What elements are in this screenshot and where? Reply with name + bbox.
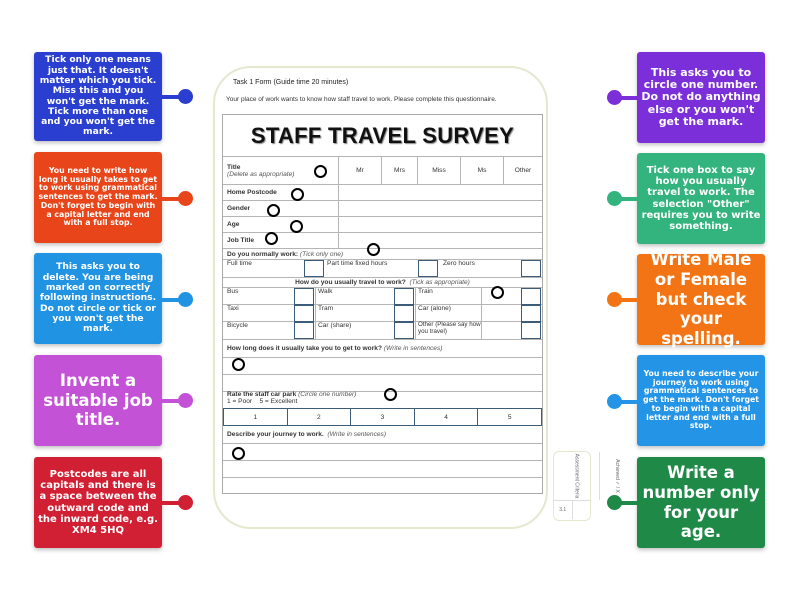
hotspot-postcode[interactable]	[291, 188, 304, 201]
journey-question-row	[223, 426, 542, 443]
rate-options	[223, 408, 542, 426]
note-job-title: Invent a suitable job title.	[34, 355, 162, 446]
journey-answer-line[interactable]	[223, 443, 542, 460]
taxi-checkbox[interactable]	[294, 305, 314, 322]
time-question-label: How long does it usually take you to get to work?	[227, 345, 382, 352]
title-label: Title	[227, 163, 241, 171]
title-row	[223, 156, 542, 184]
connector	[158, 501, 180, 505]
travel-question-hint: (Tick as appropriate)	[409, 279, 470, 286]
travel-option: Walk	[315, 288, 393, 304]
walk-checkbox[interactable]	[394, 288, 414, 305]
postcode-input[interactable]	[338, 185, 542, 200]
note-tick-only-one: Tick only one means just that. It doesn't matter which you tick. Miss this and you won't get the mark. Tick more than one and you won't get the mark.	[34, 52, 162, 141]
hotspot-travel[interactable]	[491, 286, 504, 299]
postcode-row	[223, 184, 542, 200]
time-question-hint: (Write in sentences)	[383, 345, 443, 352]
jobtitle-label: Job Title	[227, 237, 254, 244]
note-circle-number: This asks you to circle one number. Do not do anything else or you won't get the mark.	[637, 52, 765, 143]
rate-question-hint: (Circle one number)	[298, 391, 357, 398]
hotspot-jobtitle[interactable]	[265, 232, 278, 245]
work-option-zero: Zero hours	[443, 260, 475, 267]
parttime-checkbox[interactable]	[418, 260, 438, 277]
fulltime-checkbox[interactable]	[304, 260, 324, 277]
connector-dot	[607, 394, 622, 409]
age-input[interactable]	[338, 217, 542, 232]
work-question-hint: (Tick only one)	[299, 250, 344, 258]
gender-input[interactable]	[338, 201, 542, 216]
age-row	[223, 216, 542, 232]
hotspot-title[interactable]	[314, 165, 327, 178]
bicycle-checkbox[interactable]	[294, 322, 314, 339]
travel-option: Taxi	[227, 305, 239, 312]
work-option-parttime: Part time fixed hours	[327, 260, 388, 267]
connector	[158, 197, 180, 201]
connector-dot	[607, 292, 622, 307]
note-postcode: Postcodes are all capitals and there is a space between the outward code and the inward code, e.g. XM4 5HQ	[34, 457, 162, 548]
hotspot-journey[interactable]	[232, 447, 245, 460]
rate-scale: 1 = Poor 5 = Excellent	[227, 397, 298, 405]
work-option-fulltime: Full time	[227, 260, 252, 267]
title-option-mr[interactable]: Mr	[338, 157, 381, 184]
task-heading: Task 1 Form (Guide time 20 minutes)	[233, 79, 349, 86]
rate-option-5[interactable]: 5	[477, 409, 541, 425]
assessment-achieved-cell	[573, 501, 591, 519]
zerohours-checkbox[interactable]	[521, 260, 541, 277]
connector-dot	[178, 495, 193, 510]
assessment-header: Assessment Criteria	[573, 453, 580, 499]
rate-question-row	[223, 391, 542, 408]
travel-option: Car (share)	[315, 322, 393, 339]
journey-answer-line[interactable]	[223, 460, 542, 477]
hotspot-rate[interactable]	[384, 388, 397, 401]
connector	[158, 399, 180, 403]
assessment-criteria-box	[553, 451, 620, 521]
title-hint: (Delete as appropriate)	[227, 170, 295, 178]
note-age: Write a number only for your age.	[637, 457, 765, 548]
travel-option: Bicycle	[227, 322, 248, 329]
survey-form	[222, 114, 543, 494]
hotspot-work[interactable]	[367, 243, 380, 256]
rate-question-label: Rate the staff car park	[227, 391, 297, 398]
hotspot-gender[interactable]	[267, 204, 280, 217]
title-option-other[interactable]: Other	[503, 157, 542, 184]
journey-answer-line[interactable]	[223, 477, 542, 493]
travel-option: Train	[415, 288, 481, 304]
car-alone-checkbox[interactable]	[521, 305, 541, 322]
rate-option-2[interactable]: 2	[287, 409, 351, 425]
title-option-miss[interactable]: Miss	[417, 157, 460, 184]
postcode-label: Home Postcode	[227, 189, 277, 196]
note-describe-journey: You need to describe your journey to work using grammatical sentences to get the mark. Don't forget to begin with a capital letter and end with a full stop.	[637, 355, 765, 446]
connector-dot	[607, 191, 622, 206]
travel-row	[223, 304, 542, 321]
travel-option: Car (alone)	[415, 305, 481, 321]
connector	[158, 298, 180, 302]
age-label: Age	[227, 221, 240, 228]
train-checkbox[interactable]	[521, 288, 541, 305]
rate-option-1[interactable]: 1	[253, 413, 258, 421]
assessment-row-label: 3.1	[554, 501, 573, 519]
connector-dot	[178, 393, 193, 408]
title-option-mrs[interactable]: Mrs	[381, 157, 417, 184]
note-how-long: You need to write how long it usually takes to get to work using grammatical sentences to get the mark. Don't forget to begin with a capital letter and end with a full stop.	[34, 152, 162, 243]
connector-dot	[178, 292, 193, 307]
time-answer-line[interactable]	[223, 357, 542, 374]
travel-question-label: How do you usually travel to work?	[295, 279, 406, 286]
time-question-row	[223, 339, 542, 357]
rate-option-4[interactable]: 4	[414, 409, 478, 425]
time-answer-line[interactable]	[223, 374, 542, 391]
work-question-label: Do you normally work:	[227, 250, 299, 258]
note-gender: Write Male or Female but check your spelling.	[637, 254, 765, 345]
hotspot-age[interactable]	[290, 220, 303, 233]
bus-checkbox[interactable]	[294, 288, 314, 305]
journey-question-label: Describe your journey to work.	[227, 431, 324, 438]
car-share-checkbox[interactable]	[394, 322, 414, 339]
travel-option: Other (Please say how you travel)	[415, 322, 481, 339]
work-question-row	[223, 248, 542, 259]
hotspot-time[interactable]	[232, 358, 245, 371]
connector-dot	[178, 191, 193, 206]
connector	[158, 95, 180, 99]
connector-dot	[607, 90, 622, 105]
intro-text: Your place of work wants to know how staff travel to work. Please complete this questionnaire.	[226, 96, 497, 103]
survey-title: STAFF TRAVEL SURVEY	[250, 122, 515, 148]
travel-option: Bus	[227, 288, 239, 295]
rate-option-3[interactable]: 3	[350, 409, 414, 425]
gender-label: Gender	[227, 205, 251, 212]
work-options-row	[223, 259, 542, 277]
title-option-ms[interactable]: Ms	[460, 157, 503, 184]
connector-dot	[178, 89, 193, 104]
travel-option: Tram	[315, 305, 393, 321]
other-checkbox[interactable]	[521, 322, 541, 339]
note-delete: This asks you to delete. You are being marked on correctly following instructions. Do not circle or tick or you won't get the mark.	[34, 253, 162, 344]
journey-question-hint: (Write in sentences)	[327, 431, 387, 438]
note-tick-travel: Tick one box to say how you usually travel to work. The selection "Other" requires you to write something.	[637, 153, 765, 244]
tram-checkbox[interactable]	[394, 305, 414, 322]
achieved-header: Achieved ✓ / X	[613, 459, 620, 493]
travel-row	[223, 321, 542, 339]
